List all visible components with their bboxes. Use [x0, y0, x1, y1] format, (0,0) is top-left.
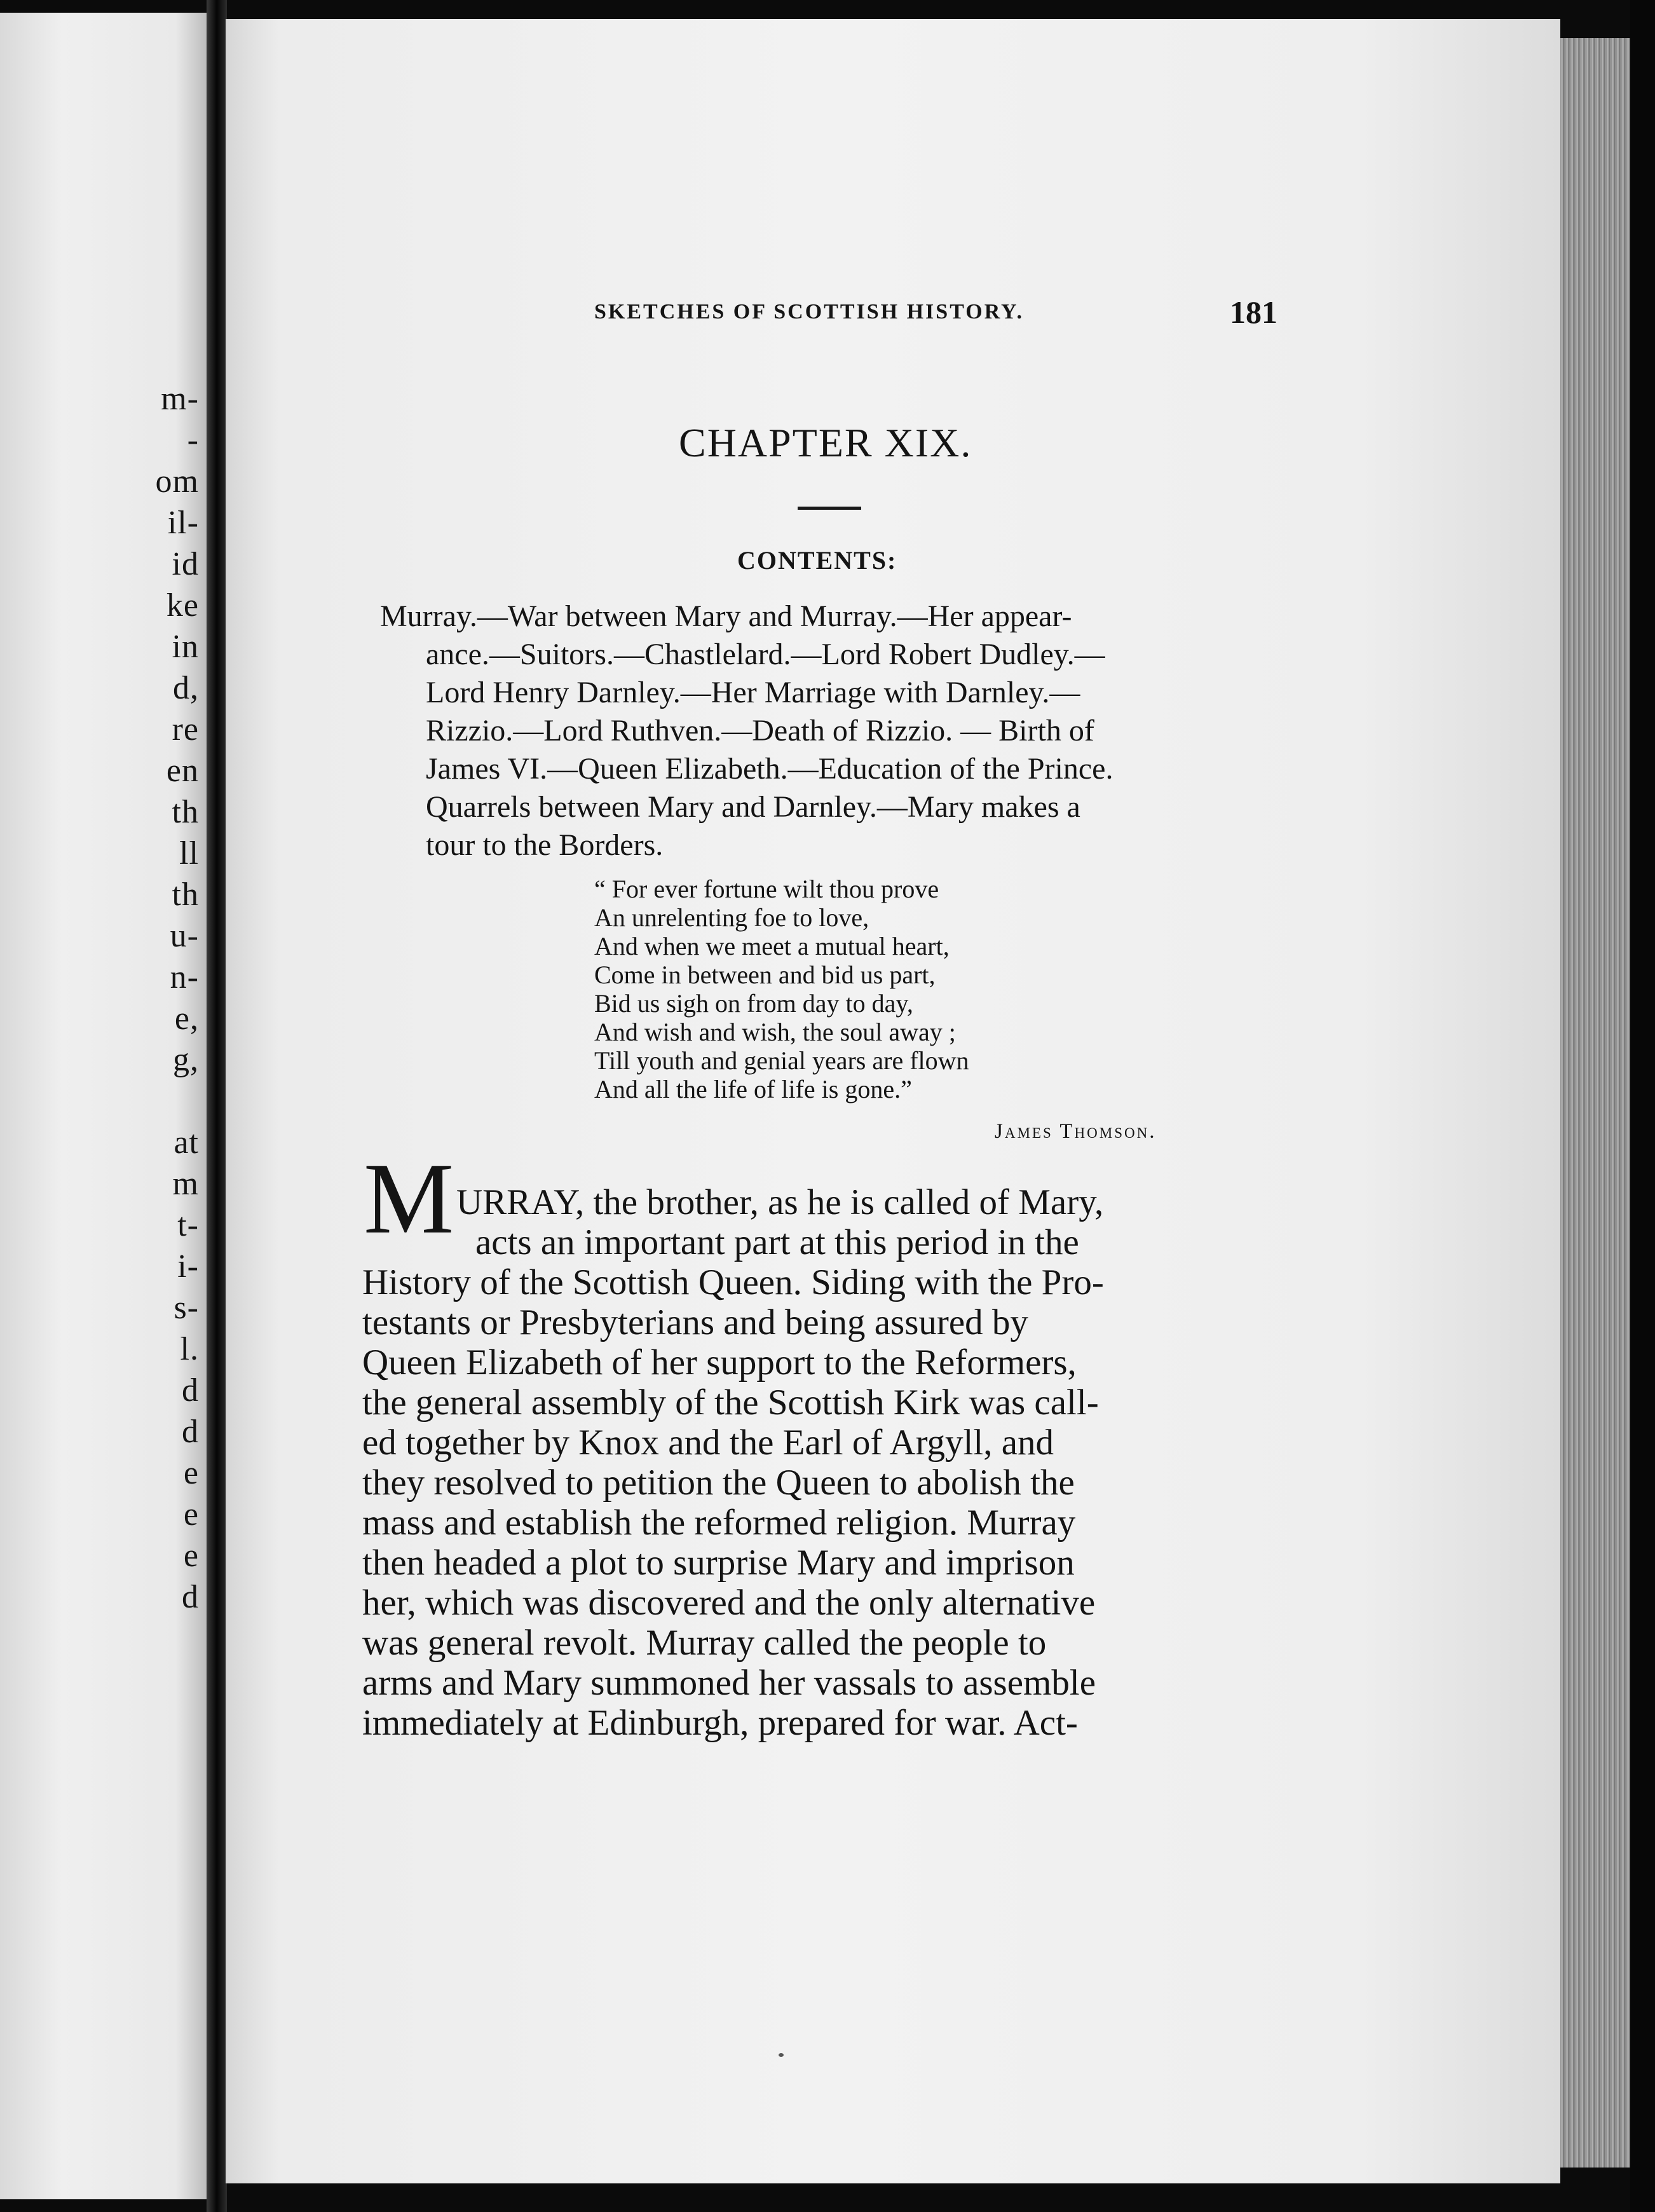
contents-line: tour to the Borders.: [426, 828, 664, 862]
left-line-fragment: e: [183, 1538, 199, 1574]
left-line-fragment: s-: [174, 1290, 199, 1326]
contents-line: James VI.—Queen Elizabeth.—Education of the Prince.: [426, 752, 1114, 786]
left-line-fragment: th: [172, 794, 199, 830]
left-line-fragment: d,: [173, 670, 199, 706]
left-line-fragment: n-: [170, 959, 199, 995]
book-gutter: [207, 0, 227, 2212]
left-line-fragment: i-: [177, 1248, 199, 1285]
left-line-fragment: il-: [167, 505, 199, 541]
body-line: Queen Elizabeth of her support to the Reformers,: [362, 1342, 1077, 1382]
body-line: acts an important part at this period in the: [475, 1222, 1079, 1262]
contents-line: Quarrels between Mary and Darnley.—Mary makes a: [426, 790, 1080, 824]
scan-border: [1630, 0, 1655, 2212]
left-page-text-fragments: [123, 378, 199, 1618]
chapter-contents: [380, 597, 1283, 864]
contents-line: Lord Henry Darnley.—Her Marriage with Darnley.—: [426, 676, 1080, 709]
contents-line: Murray.—War between Mary and Murray.—Her appear-: [380, 599, 1072, 633]
left-line-fragment: ll: [179, 835, 199, 871]
poem-line: “ For ever fortune wilt thou prove: [594, 875, 939, 903]
left-line-fragment: ke: [166, 587, 199, 624]
left-line-fragment: e: [183, 1455, 199, 1491]
body-line: mass and establish the reformed religion. Murray: [362, 1503, 1076, 1543]
left-line-fragment: d: [182, 1579, 199, 1615]
drop-cap: M: [364, 1142, 454, 1255]
body-line: testants or Presbyterians and being assured by: [362, 1302, 1028, 1342]
poem-line: And when we meet a mutual heart,: [594, 932, 950, 960]
poem-line: And wish and wish, the soul away ;: [594, 1018, 956, 1046]
body-line: they resolved to petition the Queen to abolish the: [362, 1463, 1075, 1503]
poem-attribution: James Thomson.: [995, 1120, 1157, 1143]
left-line-fragment: e,: [174, 1000, 199, 1037]
epigraph-poem: [594, 875, 969, 1103]
body-line: the general assembly of the Scottish Kirk was call-: [362, 1382, 1099, 1423]
left-line-fragment: om: [155, 463, 199, 500]
contents-label: CONTENTS:: [737, 546, 897, 575]
body-text: [362, 1182, 1252, 1743]
chapter-title: CHAPTER XIX.: [679, 420, 972, 465]
left-line-fragment: e: [183, 1496, 199, 1533]
left-line-fragment: g,: [173, 1042, 199, 1078]
contents-line: Rizzio.—Lord Ruthven.—Death of Rizzio. — Birth of: [426, 714, 1094, 748]
left-line-fragment: at: [174, 1124, 199, 1161]
contents-line: ance.—Suitors.—Chastlelard.—Lord Robert Dudley.—: [426, 638, 1105, 671]
poem-line: And all the life of life is gone.”: [594, 1075, 912, 1103]
left-line-fragment: m: [172, 1166, 199, 1202]
left-facing-page: [0, 13, 207, 2199]
left-line-fragment: in: [172, 629, 199, 665]
poem-line: Till youth and genial years are flown: [594, 1046, 969, 1075]
body-line: URRAY, the brother, as he is called of Mary,: [456, 1182, 1104, 1222]
poem-line: Bid us sigh on from day to day,: [594, 989, 913, 1018]
left-line-fragment: [123, 1081, 199, 1122]
left-line-fragment: re: [172, 711, 199, 748]
left-line-fragment: id: [172, 546, 199, 582]
ink-speck: [779, 2053, 784, 2057]
left-line-fragment: u-: [170, 918, 199, 954]
body-line: was general revolt. Murray called the people to: [362, 1623, 1047, 1663]
left-line-fragment: en: [166, 753, 199, 789]
left-line-fragment: -: [187, 422, 199, 458]
left-line-fragment: m-: [161, 381, 199, 417]
body-line: her, which was discovered and the only alternative: [362, 1583, 1096, 1623]
left-line-fragment: d: [182, 1414, 199, 1450]
page-number: 181: [1230, 294, 1277, 330]
body-line: then headed a plot to surprise Mary and imprison: [362, 1543, 1075, 1583]
running-head: SKETCHES OF SCOTTISH HISTORY.: [594, 300, 1024, 324]
title-rule: [798, 507, 861, 510]
body-line: ed together by Knox and the Earl of Argyll, and: [362, 1423, 1054, 1463]
body-line: History of the Scottish Queen. Siding with the Pro-: [362, 1262, 1104, 1302]
poem-line: Come in between and bid us part,: [594, 960, 936, 989]
page-edges: [1560, 38, 1630, 2168]
left-line-fragment: t-: [177, 1207, 199, 1243]
left-line-fragment: d: [182, 1372, 199, 1409]
left-line-fragment: l.: [180, 1331, 199, 1367]
body-line: arms and Mary summoned her vassals to assemble: [362, 1663, 1096, 1703]
body-line: immediately at Edinburgh, prepared for war. Act-: [362, 1703, 1078, 1743]
poem-line: An unrelenting foe to love,: [594, 903, 869, 932]
left-line-fragment: th: [172, 877, 199, 913]
